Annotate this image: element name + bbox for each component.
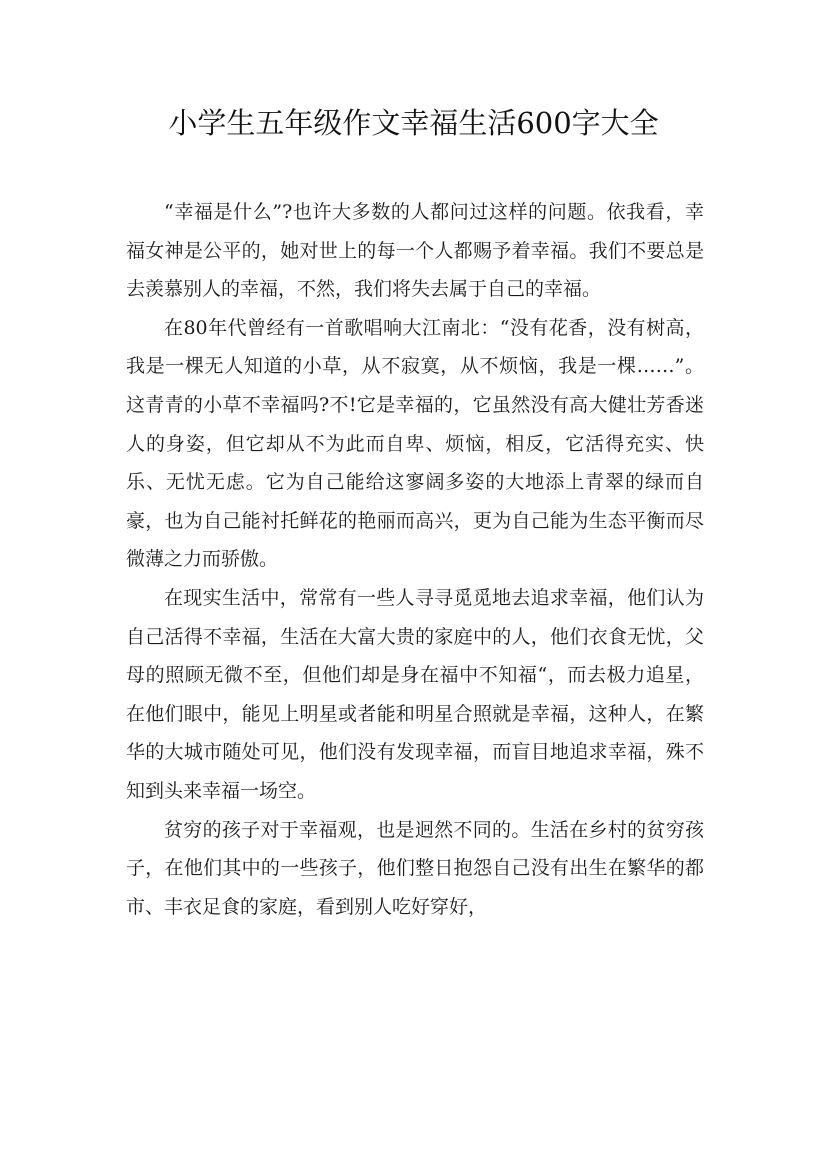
- document-body: [126, 193, 704, 926]
- document-title: 小学生五年级作文幸福生活600字大全: [168, 106, 659, 140]
- paragraph: “幸福是什么”?也许大多数的人都问过这样的问题。依我看，幸福女神是公平的，她对世上的每一个人都赐予着幸福。我们不要总是去羡慕别人的幸福，不然，我们将失去属于自己的幸福。: [126, 201, 704, 301]
- paragraph: 在80年代曾经有一首歌唱响大江南北：“没有花香，没有树高，我是一棵无人知道的小草，从不寂寞，从不烦恼，我是一棵……”。这青青的小草不幸福吗?不!它是幸福的，它虽然没有高大健壮芳香迷人的身姿，但它却从不为此而自卑、烦恼，相反，它活得充实、快乐、无忧无虑。它为自己能给这寥阔多姿的大地添上青翠的绿而自豪，也为自己能衬托鲜花的艳丽而高兴，更为自己能为生态平衡而尽微薄之力而骄傲。: [126, 316, 704, 571]
- paragraph: 在现实生活中，常常有一些人寻寻觅觅地去追求幸福，他们认为自己活得不幸福，生活在大富大贵的家庭中的人，他们衣食无忧，父母的照顾无微不至，但他们却是身在福中不知福“，而去极力追星，在他们眼中，能见上明星或者能和明星合照就是幸福，这种人，在繁华的大城市随处可见，他们没有发现幸福，而盲目地追求幸福，殊不知到头来幸福一场空。: [126, 586, 704, 802]
- paragraph: 贫穷的孩子对于幸福观，也是迥然不同的。生活在乡村的贫穷孩子，在他们其中的一些孩子，他们整日抱怨自己没有出生在繁华的都市、丰衣足食的家庭，看到别人吃好穿好，: [126, 818, 704, 918]
